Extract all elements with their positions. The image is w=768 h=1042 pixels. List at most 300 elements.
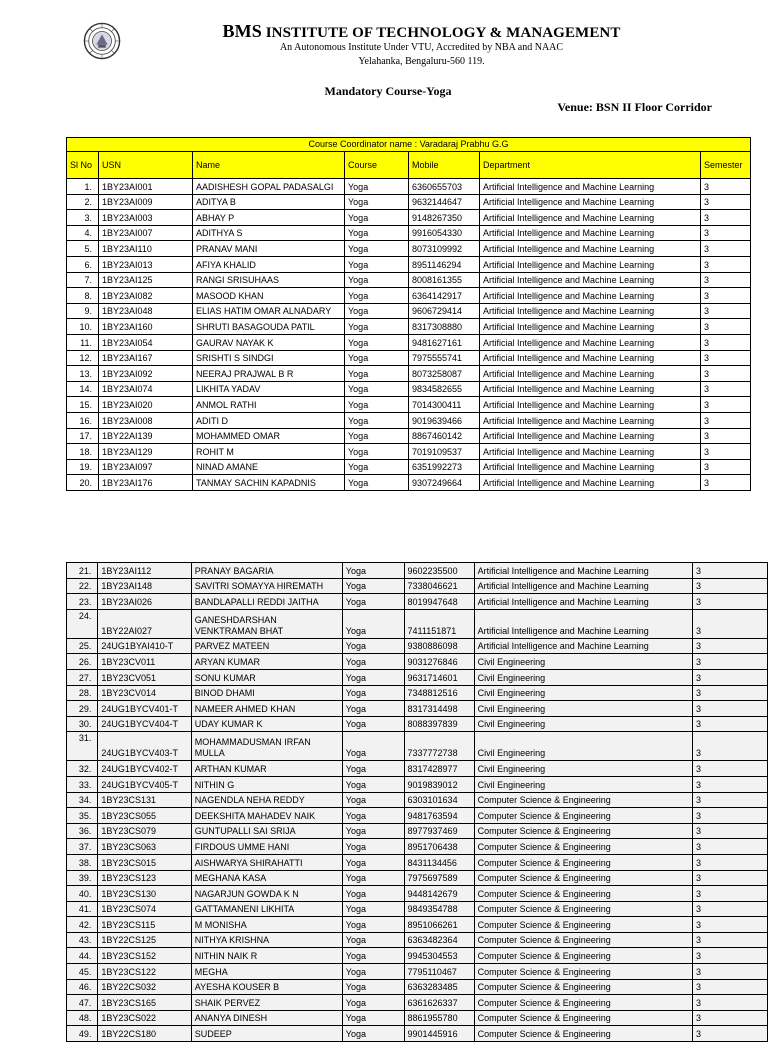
cell-semester: 3: [701, 272, 751, 288]
cell-department: Computer Science & Engineering: [474, 1026, 692, 1042]
cell-usn: 1BY23AI176: [99, 475, 193, 491]
cell-course: Yoga: [345, 272, 409, 288]
cell-sl-no: 23.: [67, 594, 98, 610]
cell-name: MASOOD KHAN: [193, 288, 345, 304]
cell-course: Yoga: [342, 578, 404, 594]
cell-sl-no: 20.: [67, 475, 99, 491]
cell-semester: 3: [693, 594, 768, 610]
cell-course: Yoga: [342, 563, 404, 579]
cell-usn: 1BY23AI013: [99, 256, 193, 272]
cell-usn: 1BY23CS122: [98, 964, 191, 980]
cell-mobile: 8073109992: [409, 241, 480, 257]
cell-mobile: 8008161355: [409, 272, 480, 288]
cell-mobile: 9481763594: [404, 808, 474, 824]
table-row: [67, 563, 768, 579]
cell-semester: 3: [693, 563, 768, 579]
cell-mobile: 9481627161: [409, 334, 480, 350]
table-row: [67, 716, 768, 732]
cell-sl-no: 3.: [67, 210, 99, 226]
cell-sl-no: 43.: [67, 932, 98, 948]
venue-label: Venue: BSN II Floor Corridor: [557, 100, 712, 114]
cell-department: Computer Science & Engineering: [474, 979, 692, 995]
cell-course: Yoga: [342, 839, 404, 855]
cell-mobile: 6351992273: [409, 459, 480, 475]
cell-usn: 24UG1BYCV404-T: [98, 716, 191, 732]
cell-mobile: 9602235500: [404, 563, 474, 579]
cell-usn: 1BY23AI074: [99, 381, 193, 397]
cell-department: Civil Engineering: [474, 761, 692, 777]
cell-usn: 1BY23CS074: [98, 901, 191, 917]
table-row: [67, 288, 751, 304]
cell-semester: 3: [693, 732, 768, 761]
cell-sl-no: 18.: [67, 444, 99, 460]
cell-name: ARTHAN KUMAR: [191, 761, 342, 777]
cell-mobile: 9031276846: [404, 654, 474, 670]
cell-semester: 3: [701, 210, 751, 226]
cell-name: MEGHANA KASA: [191, 870, 342, 886]
cell-name: PARVEZ MATEEN: [191, 638, 342, 654]
institute-name: [0, 21, 768, 42]
cell-name: SHAIK PERVEZ: [191, 995, 342, 1011]
cell-name: ANANYA DINESH: [191, 1010, 342, 1026]
table-row: [67, 948, 768, 964]
cell-mobile: 8317428977: [404, 761, 474, 777]
cell-semester: 3: [693, 886, 768, 902]
cell-semester: 3: [701, 428, 751, 444]
cell-course: Yoga: [345, 350, 409, 366]
table-row: [67, 444, 751, 460]
cell-name: AADISHESH GOPAL PADASALGI: [193, 179, 345, 195]
cell-mobile: 9307249664: [409, 475, 480, 491]
cell-department: Artificial Intelligence and Machine Learning: [480, 397, 701, 413]
cell-usn: 1BY23AI097: [99, 459, 193, 475]
cell-usn: 1BY23CS165: [98, 995, 191, 1011]
table-row: [67, 669, 768, 685]
cell-usn: 24UG1BYCV401-T: [98, 701, 191, 717]
table-row: [67, 366, 751, 382]
cell-mobile: 9631714601: [404, 669, 474, 685]
cell-usn: 24UG1BYAI410-T: [98, 638, 191, 654]
cell-sl-no: 8.: [67, 288, 99, 304]
cell-department: Artificial Intelligence and Machine Learning: [480, 256, 701, 272]
table-row: [67, 241, 751, 257]
cell-semester: 3: [701, 366, 751, 382]
cell-usn: 1BY23AI020: [99, 397, 193, 413]
cell-mobile: 7014300411: [409, 397, 480, 413]
cell-department: Artificial Intelligence and Machine Learning: [474, 594, 692, 610]
table-row: [67, 210, 751, 226]
cell-semester: 3: [693, 761, 768, 777]
cell-sl-no: 4.: [67, 225, 99, 241]
cell-sl-no: 15.: [67, 397, 99, 413]
cell-mobile: 9632144647: [409, 194, 480, 210]
cell-name: MEGHA: [191, 964, 342, 980]
table-row: [67, 701, 768, 717]
cell-semester: 3: [701, 334, 751, 350]
cell-mobile: 9901445916: [404, 1026, 474, 1042]
column-header-usn: USN: [99, 152, 193, 179]
cell-course: Yoga: [342, 594, 404, 610]
cell-semester: 3: [701, 241, 751, 257]
cell-semester: 3: [701, 256, 751, 272]
cell-sl-no: 45.: [67, 964, 98, 980]
cell-course: Yoga: [342, 732, 404, 761]
cell-name: LIKHITA YADAV: [193, 381, 345, 397]
cell-mobile: 6364142917: [409, 288, 480, 304]
cell-name: BINOD DHAMI: [191, 685, 342, 701]
cell-usn: 1BY23CS055: [98, 808, 191, 824]
attendance-table-page1: [66, 137, 751, 491]
cell-department: Artificial Intelligence and Machine Learning: [480, 475, 701, 491]
cell-usn: 1BY23AI007: [99, 225, 193, 241]
table-row: [67, 732, 768, 761]
cell-sl-no: 31.: [67, 732, 98, 761]
cell-sl-no: 33.: [67, 776, 98, 792]
column-header-sl-no: Sl No: [67, 152, 99, 179]
cell-mobile: 8088397839: [404, 716, 474, 732]
cell-department: Computer Science & Engineering: [474, 995, 692, 1011]
table-row: [67, 303, 751, 319]
cell-department: Artificial Intelligence and Machine Learning: [480, 272, 701, 288]
cell-department: Computer Science & Engineering: [474, 964, 692, 980]
cell-usn: 1BY23CS079: [98, 823, 191, 839]
table-row: [67, 194, 751, 210]
cell-usn: 1BY23AI092: [99, 366, 193, 382]
cell-mobile: 8951146294: [409, 256, 480, 272]
cell-course: Yoga: [342, 1010, 404, 1026]
cell-department: Civil Engineering: [474, 701, 692, 717]
cell-department: Artificial Intelligence and Machine Learning: [480, 350, 701, 366]
cell-mobile: 6361626337: [404, 995, 474, 1011]
cell-semester: 3: [701, 303, 751, 319]
cell-sl-no: 49.: [67, 1026, 98, 1042]
cell-sl-no: 7.: [67, 272, 99, 288]
cell-name: NITHIN G: [191, 776, 342, 792]
cell-course: Yoga: [342, 995, 404, 1011]
cell-mobile: 9945304553: [404, 948, 474, 964]
cell-usn: 1BY23AI148: [98, 578, 191, 594]
table-row: [67, 932, 768, 948]
cell-department: Computer Science & Engineering: [474, 808, 692, 824]
cell-course: Yoga: [345, 459, 409, 475]
cell-mobile: 9019639466: [409, 412, 480, 428]
cell-name: NEERAJ PRAJWAL B R: [193, 366, 345, 382]
cell-sl-no: 39.: [67, 870, 98, 886]
cell-semester: 3: [701, 194, 751, 210]
cell-name: DEEKSHITA MAHADEV NAIK: [191, 808, 342, 824]
cell-course: Yoga: [345, 412, 409, 428]
cell-department: Artificial Intelligence and Machine Learning: [480, 241, 701, 257]
cell-semester: 3: [693, 701, 768, 717]
cell-sl-no: 38.: [67, 854, 98, 870]
cell-course: Yoga: [342, 654, 404, 670]
cell-department: Computer Science & Engineering: [474, 792, 692, 808]
cell-semester: 3: [693, 685, 768, 701]
cell-sl-no: 28.: [67, 685, 98, 701]
cell-mobile: 6363283485: [404, 979, 474, 995]
cell-department: Civil Engineering: [474, 654, 692, 670]
cell-department: Computer Science & Engineering: [474, 917, 692, 933]
cell-usn: 1BY23CS130: [98, 886, 191, 902]
cell-usn: 1BY23CS131: [98, 792, 191, 808]
column-header-semester: Semester: [701, 152, 751, 179]
cell-sl-no: 1.: [67, 179, 99, 195]
cell-usn: 1BY23AI129: [99, 444, 193, 460]
cell-semester: 3: [693, 669, 768, 685]
cell-usn: 1BY22CS032: [98, 979, 191, 995]
cell-usn: 1BY22AI139: [99, 428, 193, 444]
cell-sl-no: 12.: [67, 350, 99, 366]
cell-course: Yoga: [342, 701, 404, 717]
table-row: [67, 638, 768, 654]
cell-usn: 1BY23CS152: [98, 948, 191, 964]
cell-course: Yoga: [342, 932, 404, 948]
cell-course: Yoga: [342, 716, 404, 732]
table-row: [67, 761, 768, 777]
cell-department: Computer Science & Engineering: [474, 823, 692, 839]
cell-sl-no: 34.: [67, 792, 98, 808]
table-row: [67, 412, 751, 428]
cell-mobile: 7975697589: [404, 870, 474, 886]
cell-course: Yoga: [345, 179, 409, 195]
cell-mobile: 8019947648: [404, 594, 474, 610]
cell-mobile: 6363482364: [404, 932, 474, 948]
cell-semester: 3: [701, 381, 751, 397]
cell-course: Yoga: [345, 303, 409, 319]
cell-sl-no: 32.: [67, 761, 98, 777]
cell-semester: 3: [701, 444, 751, 460]
cell-name: ABHAY P: [193, 210, 345, 226]
cell-course: Yoga: [345, 381, 409, 397]
cell-sl-no: 35.: [67, 808, 98, 824]
cell-sl-no: 9.: [67, 303, 99, 319]
cell-department: Artificial Intelligence and Machine Learning: [480, 194, 701, 210]
cell-semester: 3: [701, 350, 751, 366]
cell-usn: 1BY23AI167: [99, 350, 193, 366]
cell-mobile: 8867460142: [409, 428, 480, 444]
table-row: [67, 350, 751, 366]
cell-usn: 1BY23AI001: [99, 179, 193, 195]
cell-mobile: 8317308880: [409, 319, 480, 335]
cell-course: Yoga: [345, 241, 409, 257]
cell-course: Yoga: [342, 808, 404, 824]
cell-usn: 1BY23AI125: [99, 272, 193, 288]
cell-semester: 3: [693, 609, 768, 638]
course-title: Mandatory Course-Yoga: [324, 84, 452, 98]
table-row: [67, 839, 768, 855]
cell-department: Artificial Intelligence and Machine Learning: [480, 428, 701, 444]
cell-course: Yoga: [345, 397, 409, 413]
column-header-mobile: Mobile: [409, 152, 480, 179]
table-row: [67, 870, 768, 886]
table-row: [67, 272, 751, 288]
cell-name: GANESHDARSHAN VENKTRAMAN BHAT: [191, 609, 342, 638]
cell-sl-no: 40.: [67, 886, 98, 902]
table-row: [67, 225, 751, 241]
cell-course: Yoga: [342, 870, 404, 886]
cell-usn: 1BY23AI008: [99, 412, 193, 428]
cell-usn: 1BY23CS115: [98, 917, 191, 933]
cell-name: SRISHTI S SINDGI: [193, 350, 345, 366]
cell-mobile: 8073258087: [409, 366, 480, 382]
cell-semester: 3: [693, 1026, 768, 1042]
cell-department: Artificial Intelligence and Machine Learning: [480, 381, 701, 397]
cell-name: NAGENDLA NEHA REDDY: [191, 792, 342, 808]
cell-semester: 3: [701, 475, 751, 491]
cell-sl-no: 48.: [67, 1010, 98, 1026]
table-row: [67, 397, 751, 413]
cell-sl-no: 27.: [67, 669, 98, 685]
cell-name: SONU KUMAR: [191, 669, 342, 685]
cell-course: Yoga: [342, 948, 404, 964]
cell-usn: 1BY23CV014: [98, 685, 191, 701]
cell-mobile: 9148267350: [409, 210, 480, 226]
cell-usn: 1BY23AI048: [99, 303, 193, 319]
cell-name: RANGI SRISUHAAS: [193, 272, 345, 288]
cell-course: Yoga: [342, 792, 404, 808]
cell-mobile: 8431134456: [404, 854, 474, 870]
cell-course: Yoga: [342, 979, 404, 995]
cell-name: GUNTUPALLI SAI SRIJA: [191, 823, 342, 839]
cell-semester: 3: [693, 1010, 768, 1026]
cell-name: MOHAMMADUSMAN IRFAN MULLA: [191, 732, 342, 761]
cell-semester: 3: [693, 776, 768, 792]
cell-name: MOHAMMED OMAR: [193, 428, 345, 444]
cell-name: UDAY KUMAR K: [191, 716, 342, 732]
cell-semester: 3: [693, 808, 768, 824]
cell-department: Civil Engineering: [474, 685, 692, 701]
cell-semester: 3: [693, 823, 768, 839]
cell-mobile: 9606729414: [409, 303, 480, 319]
cell-mobile: 9380886098: [404, 638, 474, 654]
cell-course: Yoga: [342, 901, 404, 917]
cell-name: SUDEEP: [191, 1026, 342, 1042]
cell-sl-no: 42.: [67, 917, 98, 933]
cell-sl-no: 47.: [67, 995, 98, 1011]
cell-name: AISHWARYA SHIRAHATTI: [191, 854, 342, 870]
cell-name: NITHIN NAIK R: [191, 948, 342, 964]
table-row: [67, 808, 768, 824]
cell-mobile: 7019109537: [409, 444, 480, 460]
cell-sl-no: 5.: [67, 241, 99, 257]
table-row: [67, 917, 768, 933]
cell-course: Yoga: [342, 1026, 404, 1042]
cell-name: AYESHA KOUSER B: [191, 979, 342, 995]
institute-subline-accreditation: An Autonomous Institute Under VTU, Accredited by NBA and NAAC: [279, 42, 564, 53]
cell-course: Yoga: [345, 475, 409, 491]
cell-course: Yoga: [345, 319, 409, 335]
cell-mobile: 7337772738: [404, 732, 474, 761]
table-row: [67, 1026, 768, 1042]
cell-name: AFIYA KHALID: [193, 256, 345, 272]
cell-department: Artificial Intelligence and Machine Learning: [480, 303, 701, 319]
cell-department: Artificial Intelligence and Machine Learning: [480, 288, 701, 304]
cell-mobile: 8977937469: [404, 823, 474, 839]
cell-semester: 3: [701, 412, 751, 428]
table-row: [67, 179, 751, 195]
cell-mobile: 9448142679: [404, 886, 474, 902]
cell-department: Artificial Intelligence and Machine Learning: [474, 578, 692, 594]
table-row: [67, 475, 751, 491]
cell-sl-no: 41.: [67, 901, 98, 917]
table-row: [67, 995, 768, 1011]
table-row: [67, 654, 768, 670]
cell-course: Yoga: [342, 886, 404, 902]
cell-department: Computer Science & Engineering: [474, 901, 692, 917]
cell-course: Yoga: [345, 366, 409, 382]
column-header-name: Name: [193, 152, 345, 179]
cell-usn: 1BY22CS125: [98, 932, 191, 948]
cell-usn: 24UG1BYCV402-T: [98, 761, 191, 777]
table-row: [67, 256, 751, 272]
cell-department: Computer Science & Engineering: [474, 839, 692, 855]
cell-sl-no: 16.: [67, 412, 99, 428]
cell-sl-no: 30.: [67, 716, 98, 732]
cell-mobile: 8861955780: [404, 1010, 474, 1026]
cell-mobile: 8951066261: [404, 917, 474, 933]
cell-mobile: 9834582655: [409, 381, 480, 397]
cell-mobile: 7795110467: [404, 964, 474, 980]
table-row: [67, 964, 768, 980]
table-row: [67, 594, 768, 610]
cell-name: GATTAMANENI LIKHITA: [191, 901, 342, 917]
cell-name: PRANAY BAGARIA: [191, 563, 342, 579]
cell-sl-no: 19.: [67, 459, 99, 475]
cell-department: Computer Science & Engineering: [474, 1010, 692, 1026]
cell-name: ADITYA B: [193, 194, 345, 210]
cell-sl-no: 36.: [67, 823, 98, 839]
cell-usn: 1BY23AI160: [99, 319, 193, 335]
cell-department: Artificial Intelligence and Machine Learning: [480, 225, 701, 241]
cell-course: Yoga: [345, 194, 409, 210]
cell-course: Yoga: [345, 334, 409, 350]
cell-semester: 3: [693, 932, 768, 948]
cell-semester: 3: [693, 638, 768, 654]
cell-name: ELIAS HATIM OMAR ALNADARY: [193, 303, 345, 319]
cell-course: Yoga: [345, 256, 409, 272]
cell-semester: 3: [693, 964, 768, 980]
cell-department: Artificial Intelligence and Machine Learning: [474, 638, 692, 654]
cell-course: Yoga: [342, 685, 404, 701]
cell-usn: 1BY23AI003: [99, 210, 193, 226]
cell-sl-no: 29.: [67, 701, 98, 717]
cell-sl-no: 6.: [67, 256, 99, 272]
cell-mobile: 6303101634: [404, 792, 474, 808]
table-row: [67, 886, 768, 902]
cell-department: Civil Engineering: [474, 732, 692, 761]
cell-department: Computer Science & Engineering: [474, 948, 692, 964]
cell-usn: 1BY23CS063: [98, 839, 191, 855]
cell-sl-no: 26.: [67, 654, 98, 670]
cell-name: NITHYA KRISHNA: [191, 932, 342, 948]
table-row: [67, 685, 768, 701]
cell-department: Artificial Intelligence and Machine Learning: [480, 179, 701, 195]
cell-course: Yoga: [345, 444, 409, 460]
table-row: [67, 428, 751, 444]
cell-name: SHRUTI BASAGOUDA PATIL: [193, 319, 345, 335]
cell-semester: 3: [693, 901, 768, 917]
cell-semester: 3: [693, 792, 768, 808]
cell-semester: 3: [701, 288, 751, 304]
cell-name: ANMOL RATHI: [193, 397, 345, 413]
cell-course: Yoga: [342, 917, 404, 933]
table-row: [67, 823, 768, 839]
cell-sl-no: 21.: [67, 563, 98, 579]
cell-department: Computer Science & Engineering: [474, 886, 692, 902]
cell-sl-no: 46.: [67, 979, 98, 995]
cell-mobile: 7975555741: [409, 350, 480, 366]
cell-name: TANMAY SACHIN KAPADNIS: [193, 475, 345, 491]
